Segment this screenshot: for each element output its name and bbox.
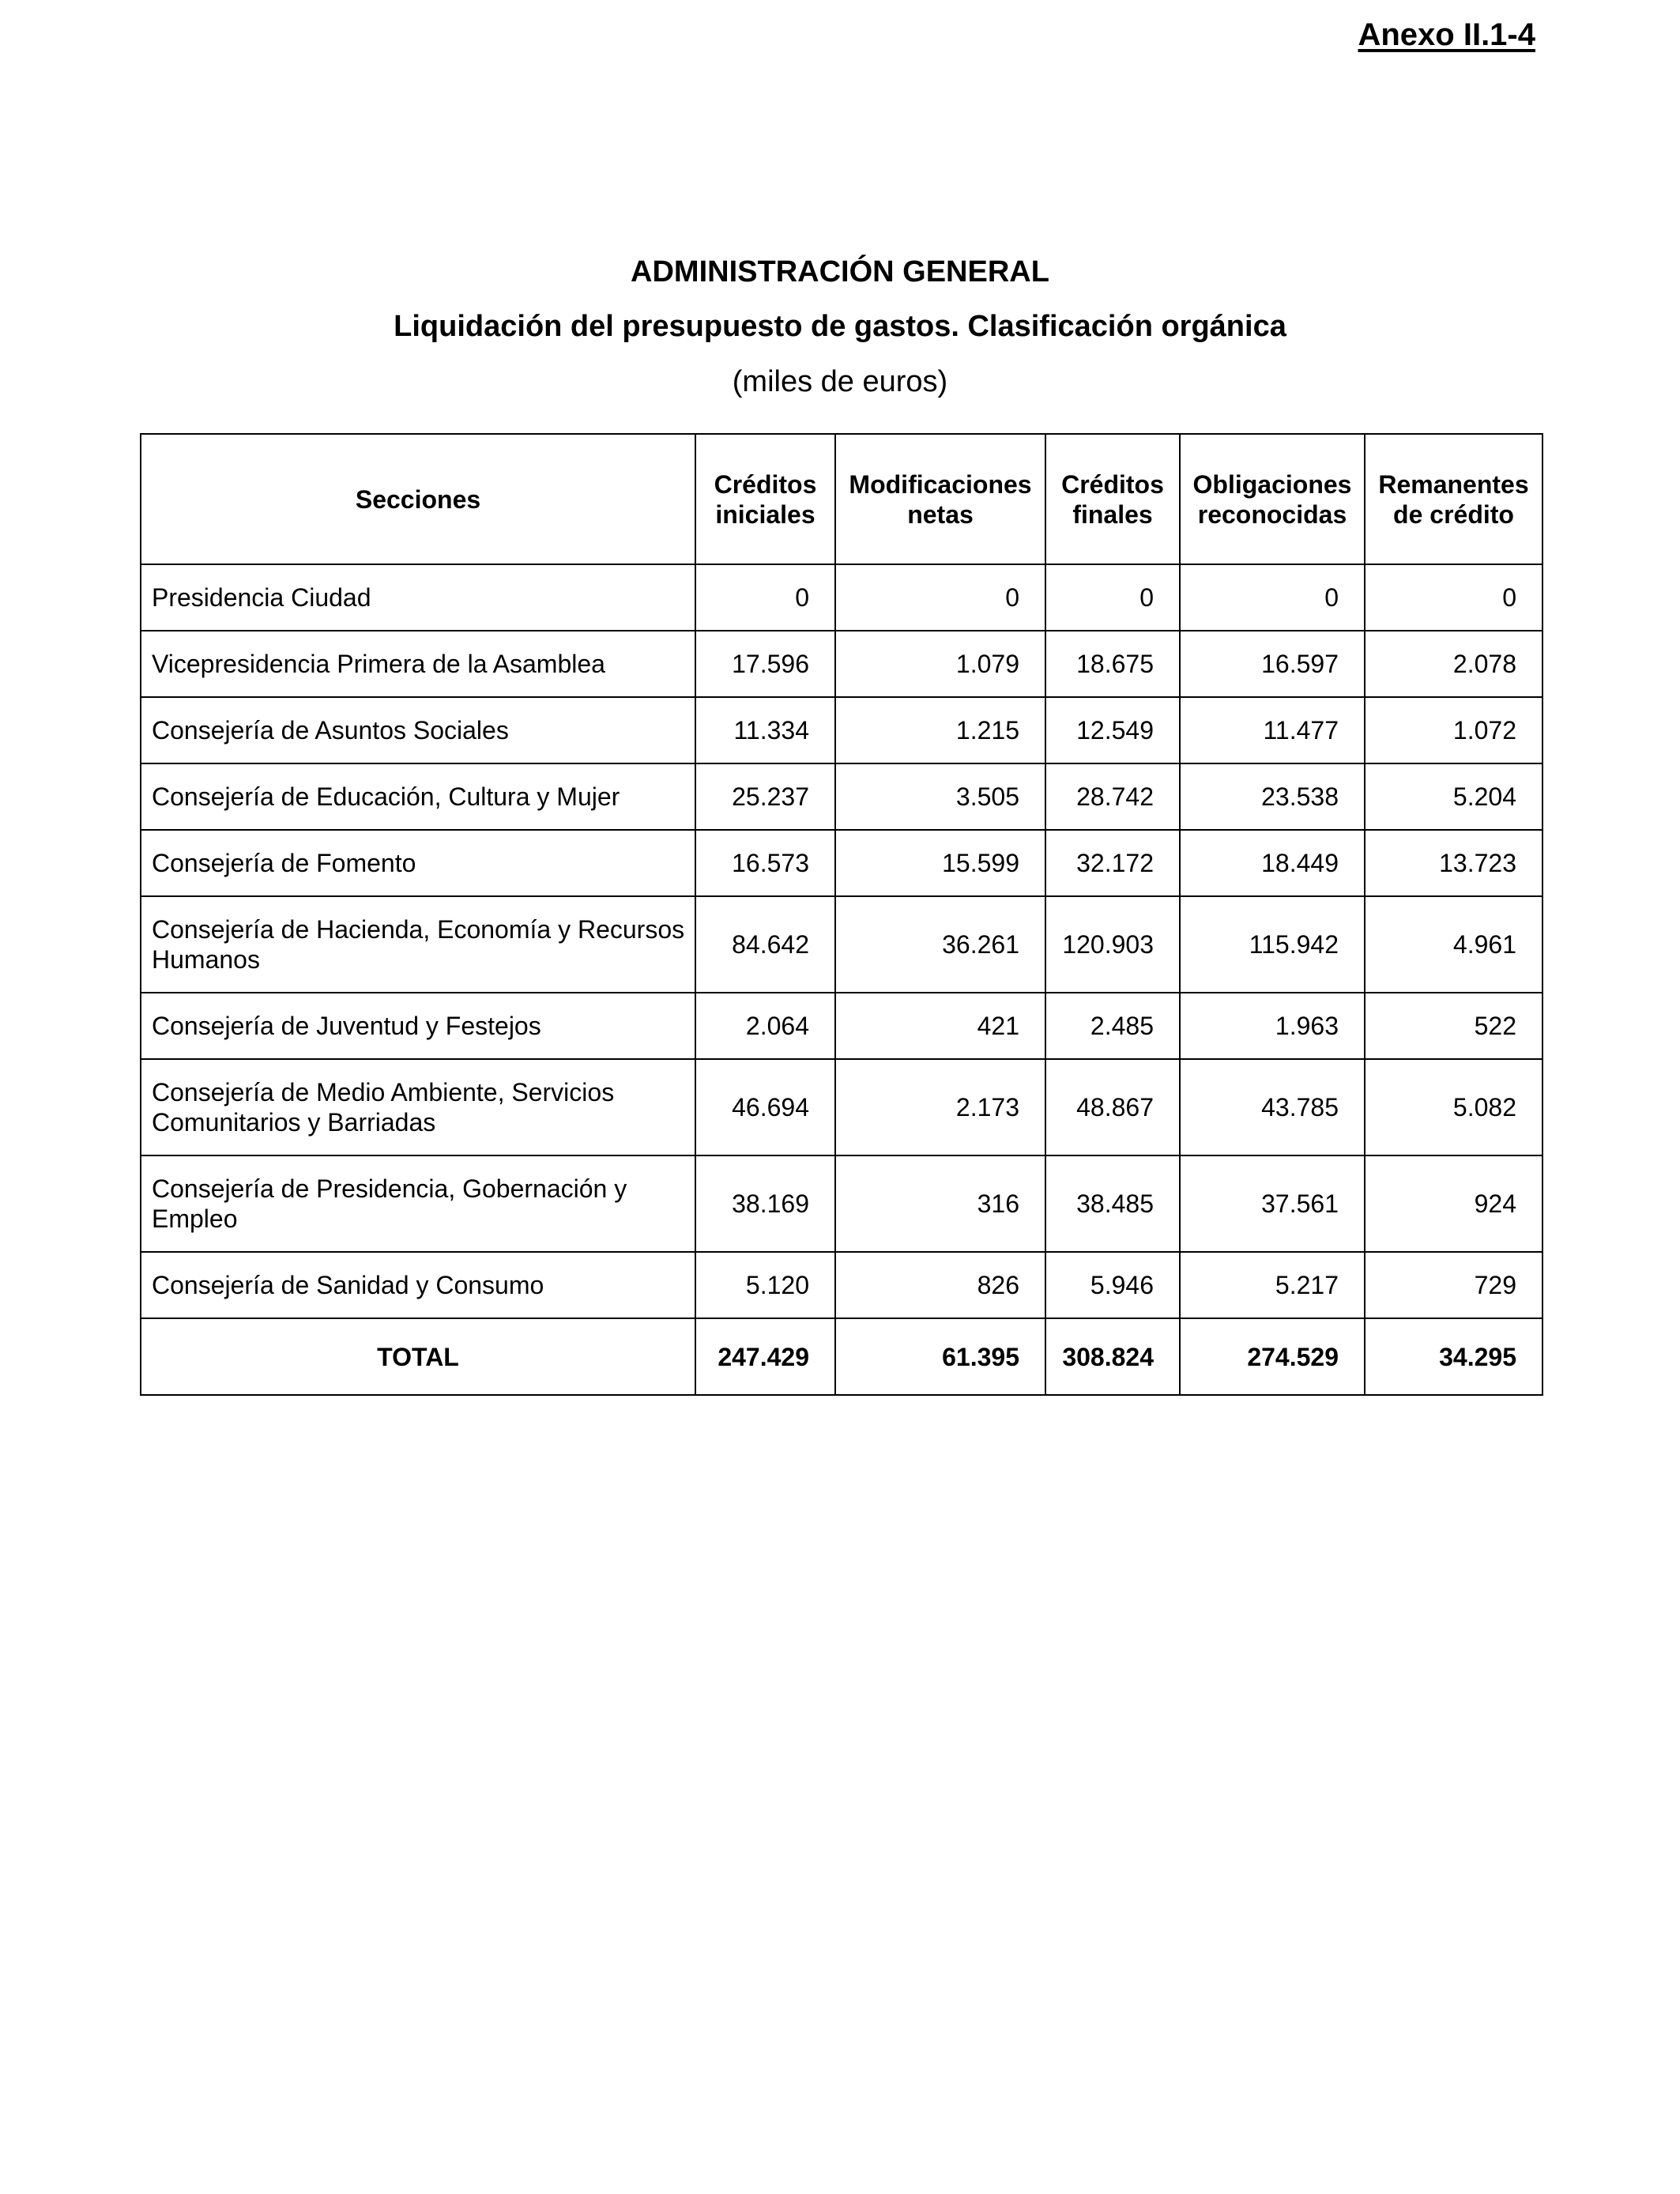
cell-obligaciones-reconocidas: 37.561 [1180, 1155, 1365, 1252]
cell-modificaciones-netas: 421 [835, 993, 1045, 1059]
cell-remanentes-credito: 522 [1365, 993, 1543, 1059]
cell-modificaciones-netas: 316 [835, 1155, 1045, 1252]
cell-obligaciones-reconocidas: 18.449 [1180, 830, 1365, 896]
cell-modificaciones-netas: 15.599 [835, 830, 1045, 896]
cell-remanentes-credito: 4.961 [1365, 896, 1543, 993]
header-modificaciones-netas [835, 434, 1045, 564]
cell-creditos-iniciales: 16.573 [695, 830, 835, 896]
header-line: Modificaciones [849, 469, 1032, 499]
table-row [141, 631, 1543, 697]
table-row [141, 697, 1543, 763]
cell-creditos-iniciales: 84.642 [695, 896, 835, 993]
cell-creditos-finales: 18.675 [1045, 631, 1180, 697]
header-line: Secciones [355, 484, 481, 514]
cell-creditos-iniciales: 38.169 [695, 1155, 835, 1252]
cell-total-label: TOTAL [141, 1318, 695, 1395]
cell-seccion: Presidencia Ciudad [141, 564, 695, 631]
cell-seccion: Consejería de Educación, Cultura y Mujer [141, 763, 695, 830]
header-creditos-iniciales [695, 434, 835, 564]
cell-total-modificaciones-netas: 61.395 [835, 1318, 1045, 1395]
cell-obligaciones-reconocidas: 43.785 [1180, 1059, 1365, 1155]
table-row [141, 1252, 1543, 1318]
title-block [0, 247, 1680, 403]
cell-creditos-iniciales: 25.237 [695, 763, 835, 830]
budget-table [140, 433, 1543, 1396]
cell-creditos-finales: 32.172 [1045, 830, 1180, 896]
table-row [141, 763, 1543, 830]
cell-creditos-finales: 28.742 [1045, 763, 1180, 830]
cell-creditos-iniciales: 17.596 [695, 631, 835, 697]
header-line: finales [1072, 499, 1153, 529]
header-creditos-finales [1045, 434, 1180, 564]
cell-obligaciones-reconocidas: 1.963 [1180, 993, 1365, 1059]
cell-seccion: Consejería de Sanidad y Consumo [141, 1252, 695, 1318]
table-row [141, 993, 1543, 1059]
header-line: iniciales [715, 499, 816, 529]
cell-seccion: Consejería de Fomento [141, 830, 695, 896]
cell-obligaciones-reconocidas: 11.477 [1180, 697, 1365, 763]
cell-creditos-finales: 48.867 [1045, 1059, 1180, 1155]
cell-creditos-finales: 120.903 [1045, 896, 1180, 993]
cell-creditos-iniciales: 0 [695, 564, 835, 631]
annex-label: Anexo II.1-4 [1358, 17, 1535, 52]
cell-remanentes-credito: 924 [1365, 1155, 1543, 1252]
cell-modificaciones-netas: 2.173 [835, 1059, 1045, 1155]
table-row [141, 830, 1543, 896]
header-line: Remanentes [1378, 469, 1529, 499]
cell-total-creditos-finales: 308.824 [1045, 1318, 1180, 1395]
cell-creditos-finales: 0 [1045, 564, 1180, 631]
cell-modificaciones-netas: 826 [835, 1252, 1045, 1318]
header-line: reconocidas [1197, 499, 1347, 529]
cell-remanentes-credito: 0 [1365, 564, 1543, 631]
table-row [141, 564, 1543, 631]
cell-remanentes-credito: 13.723 [1365, 830, 1543, 896]
page-title: ADMINISTRACIÓN GENERAL [631, 255, 1049, 288]
header-line: netas [907, 499, 974, 529]
cell-creditos-iniciales: 46.694 [695, 1059, 835, 1155]
cell-seccion: Consejería de Asuntos Sociales [141, 697, 695, 763]
cell-creditos-iniciales: 11.334 [695, 697, 835, 763]
cell-creditos-finales: 2.485 [1045, 993, 1180, 1059]
cell-creditos-finales: 5.946 [1045, 1252, 1180, 1318]
table-row [141, 1155, 1543, 1252]
cell-modificaciones-netas: 1.215 [835, 697, 1045, 763]
header-line: Créditos [714, 469, 817, 499]
cell-obligaciones-reconocidas: 115.942 [1180, 896, 1365, 993]
header-line: Créditos [1061, 469, 1164, 499]
cell-creditos-finales: 12.549 [1045, 697, 1180, 763]
header-line: de crédito [1393, 499, 1514, 529]
cell-total-obligaciones-reconocidas: 274.529 [1180, 1318, 1365, 1395]
cell-creditos-finales: 38.485 [1045, 1155, 1180, 1252]
table-total-row [141, 1318, 1543, 1395]
cell-obligaciones-reconocidas: 0 [1180, 564, 1365, 631]
cell-total-remanentes-credito: 34.295 [1365, 1318, 1543, 1395]
cell-modificaciones-netas: 0 [835, 564, 1045, 631]
cell-remanentes-credito: 2.078 [1365, 631, 1543, 697]
cell-total-creditos-iniciales: 247.429 [695, 1318, 835, 1395]
cell-seccion: Vicepresidencia Primera de la Asamblea [141, 631, 695, 697]
cell-remanentes-credito: 1.072 [1365, 697, 1543, 763]
cell-seccion: Consejería de Hacienda, Economía y Recursos Humanos [141, 896, 695, 993]
page-subtitle: Liquidación del presupuesto de gastos. Clasificación orgánica [394, 310, 1286, 343]
table-row [141, 896, 1543, 993]
cell-modificaciones-netas: 36.261 [835, 896, 1045, 993]
cell-creditos-iniciales: 2.064 [695, 993, 835, 1059]
header-line: Obligaciones [1192, 469, 1352, 499]
cell-obligaciones-reconocidas: 23.538 [1180, 763, 1365, 830]
cell-modificaciones-netas: 1.079 [835, 631, 1045, 697]
cell-seccion: Consejería de Medio Ambiente, Servicios Comunitarios y Barriadas [141, 1059, 695, 1155]
cell-modificaciones-netas: 3.505 [835, 763, 1045, 830]
header-obligaciones-reconocidas [1180, 434, 1365, 564]
cell-creditos-iniciales: 5.120 [695, 1252, 835, 1318]
cell-obligaciones-reconocidas: 16.597 [1180, 631, 1365, 697]
cell-remanentes-credito: 5.082 [1365, 1059, 1543, 1155]
header-remanentes-credito [1365, 434, 1543, 564]
cell-remanentes-credito: 5.204 [1365, 763, 1543, 830]
table-header-row [141, 434, 1543, 564]
table-row [141, 1059, 1543, 1155]
cell-seccion: Consejería de Juventud y Festejos [141, 993, 695, 1059]
header-secciones [141, 434, 695, 564]
cell-seccion: Consejería de Presidencia, Gobernación y Empleo [141, 1155, 695, 1252]
cell-remanentes-credito: 729 [1365, 1252, 1543, 1318]
cell-obligaciones-reconocidas: 5.217 [1180, 1252, 1365, 1318]
units-note: (miles de euros) [732, 365, 948, 398]
